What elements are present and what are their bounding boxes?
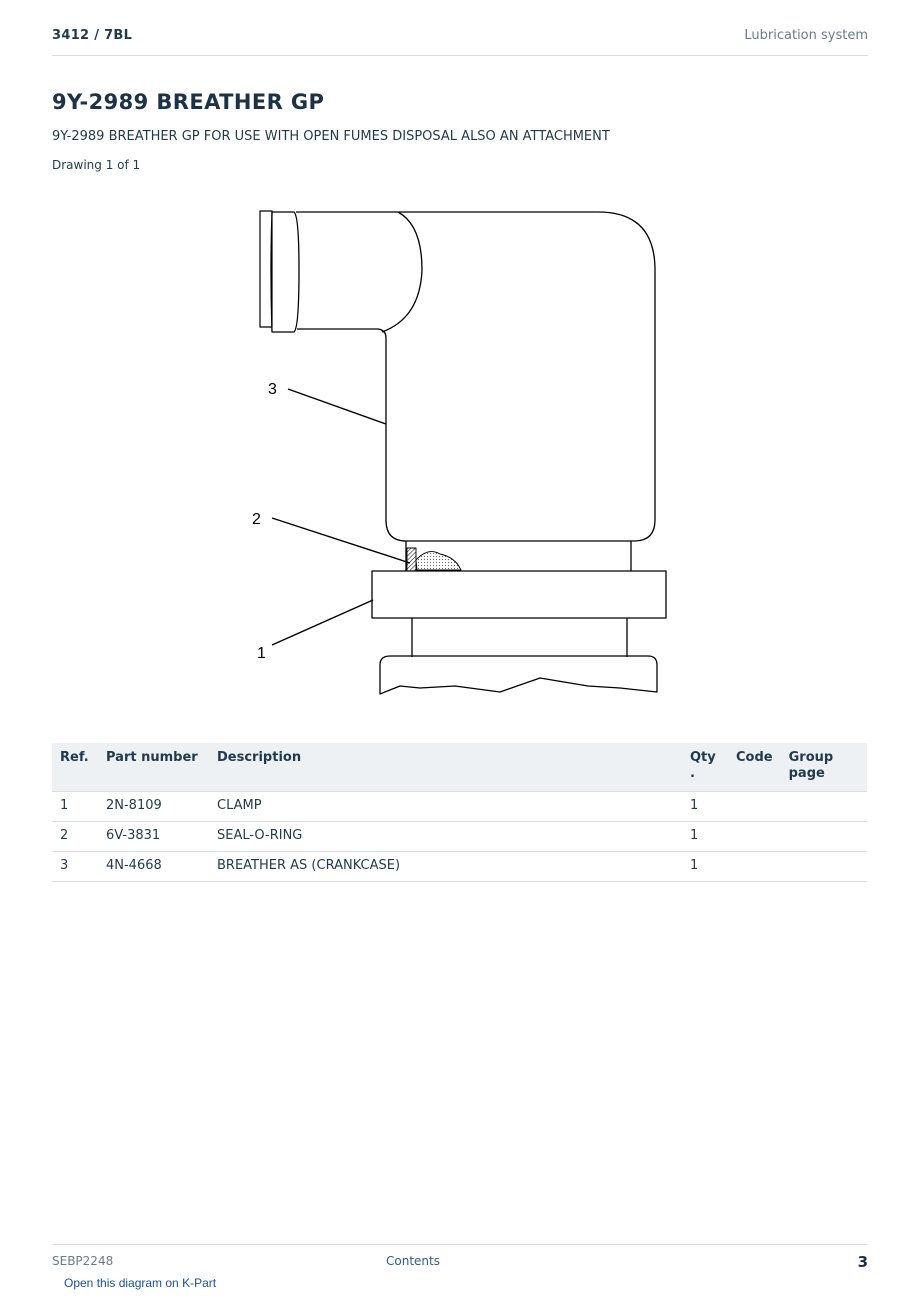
table-row (52, 852, 867, 882)
header-description: Description (209, 743, 682, 792)
breather-body (296, 212, 655, 541)
header-code: Code (728, 743, 781, 792)
header-group-page-text: Group page (788, 750, 834, 781)
clamp (372, 571, 666, 618)
row-ref: 1 (52, 792, 98, 822)
tube-collar (271, 212, 299, 332)
row-group-page (781, 852, 867, 882)
row-code (728, 852, 781, 882)
parts-table (52, 743, 867, 882)
row-group-page (781, 792, 867, 822)
row-qty: 1 (682, 822, 728, 852)
breather-diagram (240, 195, 680, 705)
callout-2: 2 (252, 511, 261, 528)
row-qty: 1 (682, 792, 728, 822)
model-label: 3412 / 7BL (52, 28, 133, 43)
section-label: Lubrication system (744, 28, 868, 43)
table-header-row (52, 743, 867, 792)
callout-1: 1 (257, 645, 266, 662)
page-subtitle: 9Y-2989 BREATHER GP FOR USE WITH OPEN FUMES DISPOSAL ALSO AN ATTACHMENT (52, 129, 610, 144)
seal-o-ring (416, 552, 461, 570)
diagram-svg (240, 195, 680, 705)
row-description: CLAMP (209, 792, 682, 822)
seal-hatch (407, 548, 416, 571)
page-header (52, 28, 868, 56)
page-number: 3 (857, 1253, 868, 1271)
kpart-link[interactable]: Open this diagram on K-Part (64, 1276, 217, 1290)
row-code (728, 792, 781, 822)
callout-3: 3 (268, 381, 277, 398)
drawing-count: Drawing 1 of 1 (52, 158, 141, 172)
row-qty: 1 (682, 852, 728, 882)
row-part-number: 6V-3831 (98, 822, 209, 852)
tube-end-ring (260, 211, 272, 327)
header-ref: Ref. (52, 743, 98, 792)
row-part-number: 2N-8109 (98, 792, 209, 822)
row-ref: 3 (52, 852, 98, 882)
row-description: SEAL-O-RING (209, 822, 682, 852)
page-footer (52, 1244, 868, 1275)
doc-number: SEBP2248 (52, 1254, 114, 1268)
header-qty-text: Qty . (690, 750, 716, 781)
contents-link[interactable]: Contents (386, 1254, 440, 1268)
row-description: BREATHER AS (CRANKCASE) (209, 852, 682, 882)
table-row (52, 792, 867, 822)
header-part-number: Part number (98, 743, 209, 792)
table-row (52, 822, 867, 852)
row-ref: 2 (52, 822, 98, 852)
header-qty (682, 743, 728, 792)
row-code (728, 822, 781, 852)
row-group-page (781, 822, 867, 852)
row-part-number: 4N-4668 (98, 852, 209, 882)
lower-base (380, 656, 657, 694)
page-title: 9Y-2989 BREATHER GP (52, 90, 325, 114)
header-group-page (781, 743, 867, 792)
